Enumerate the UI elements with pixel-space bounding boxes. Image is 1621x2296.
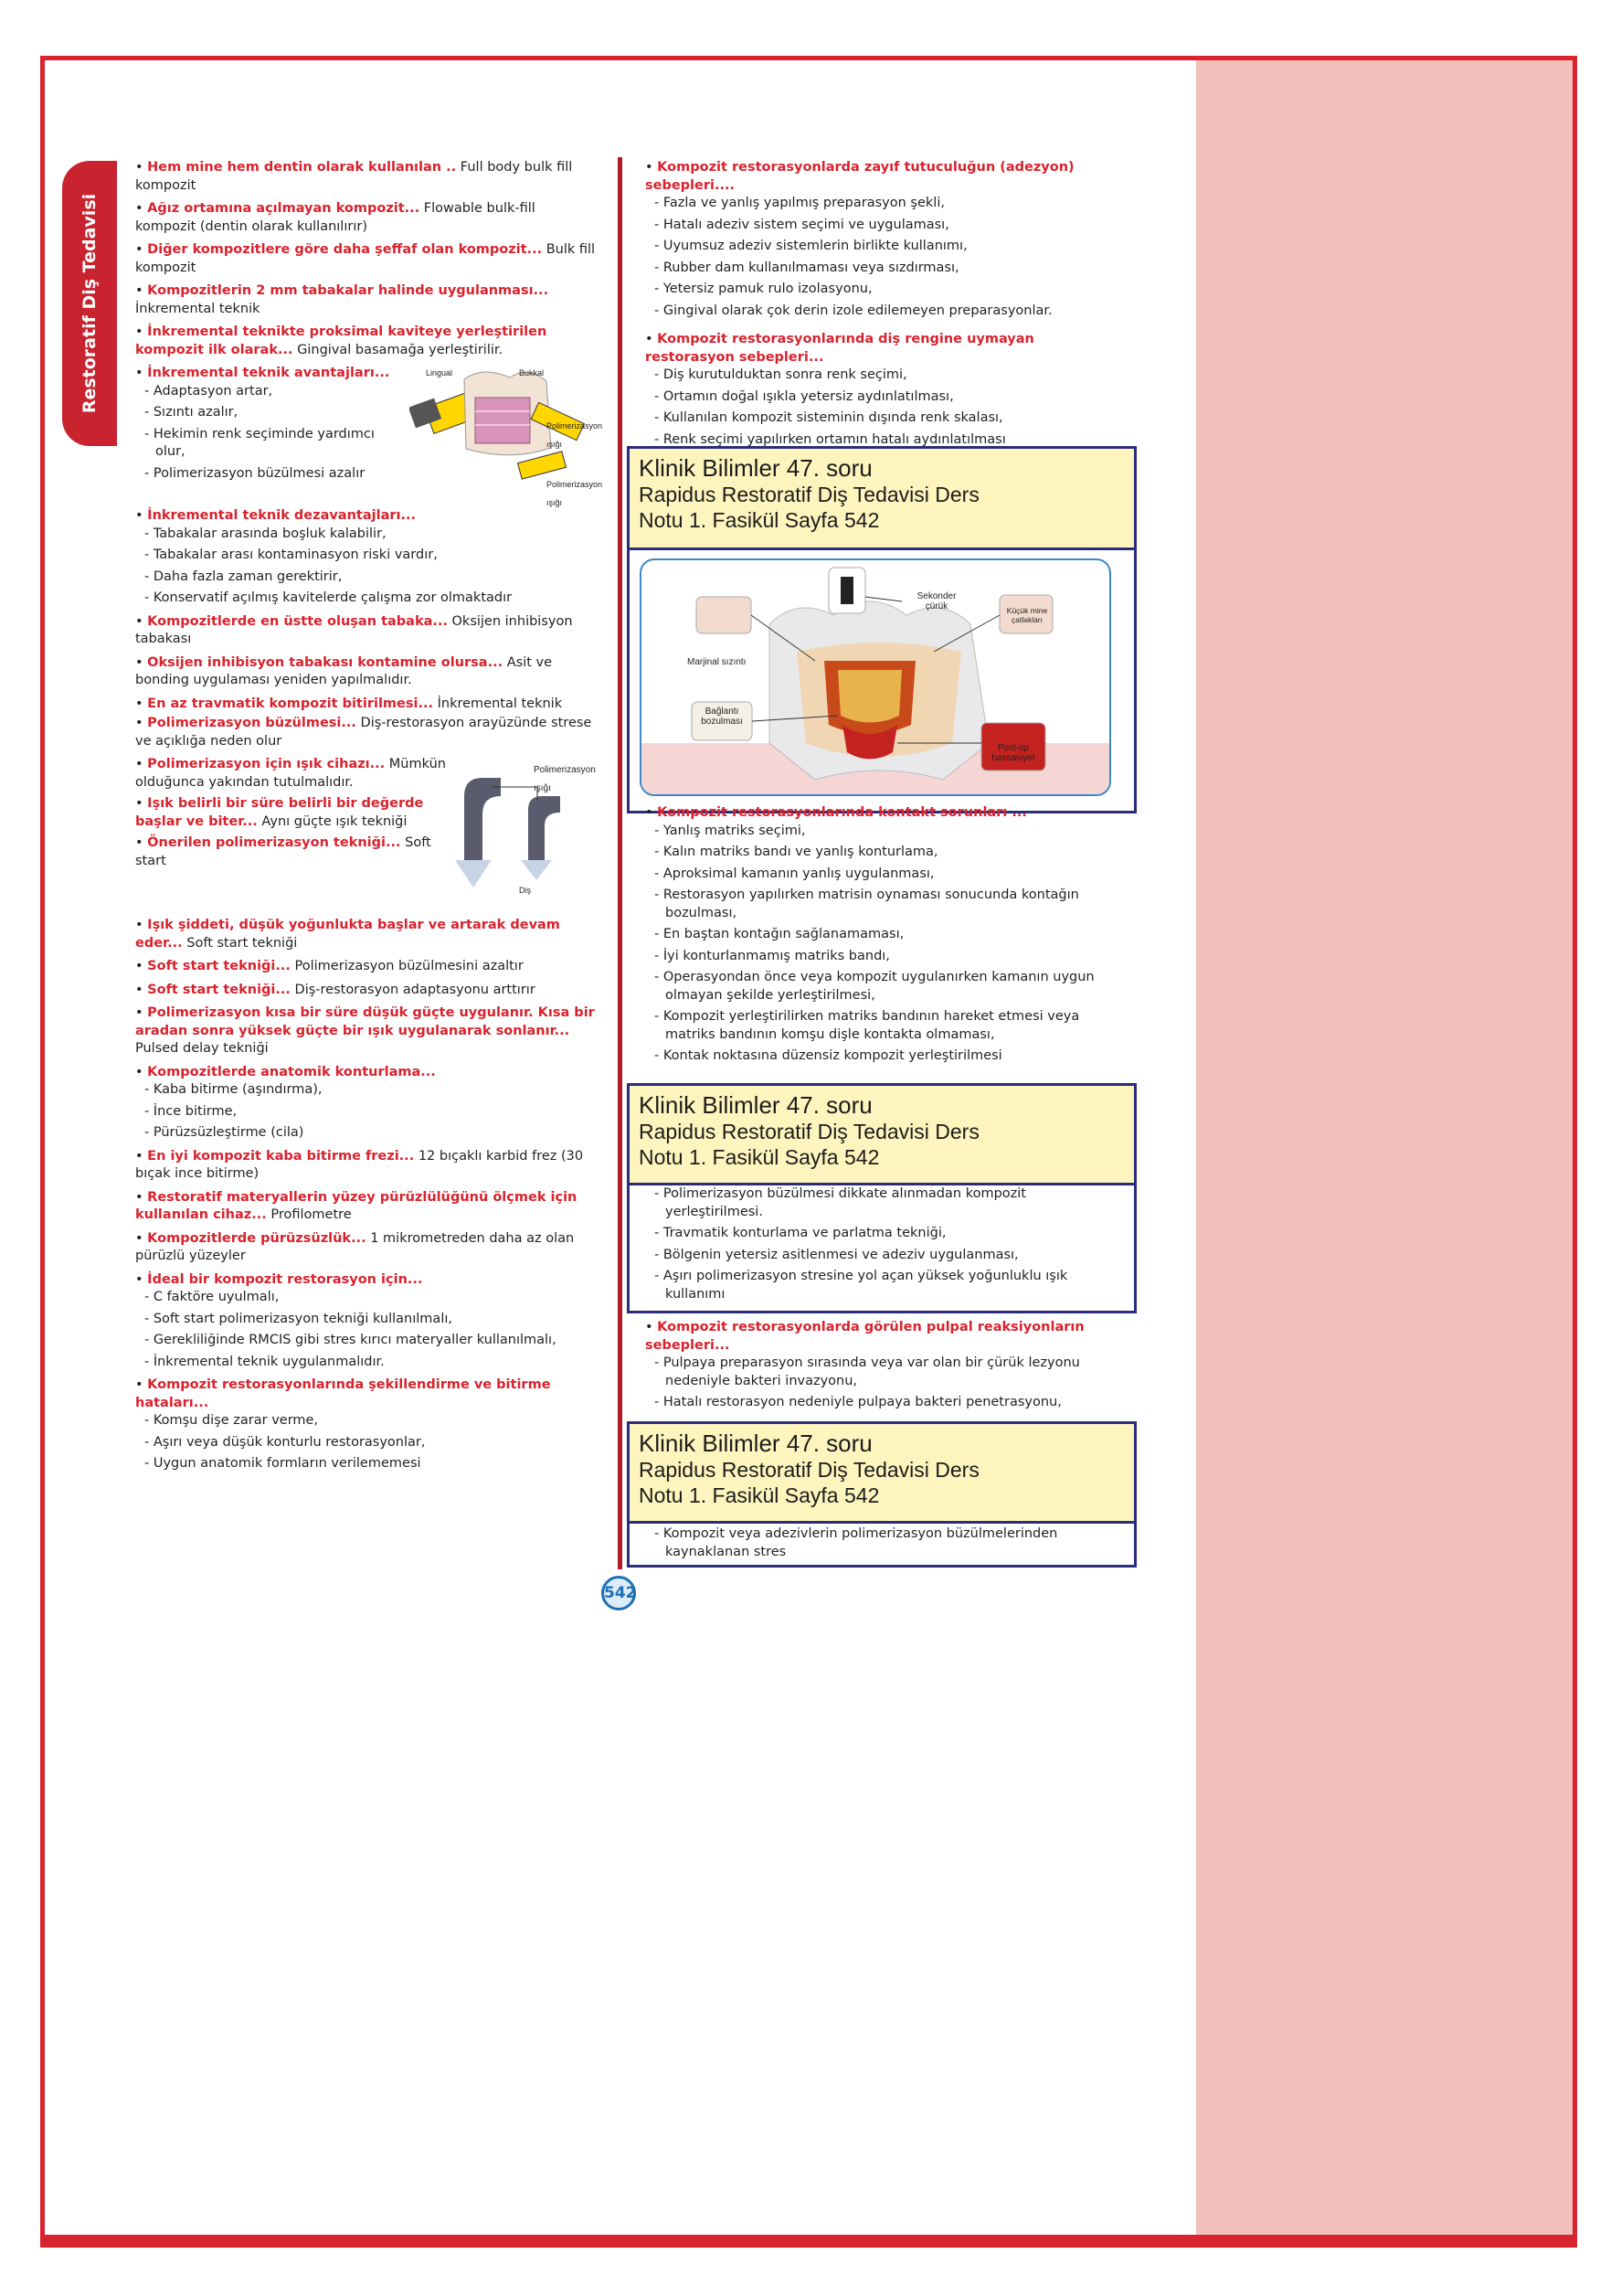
list-item: • Işık şiddeti, düşük yoğunlukta başlar ve artarak devam eder... Soft start tekniği xyxy=(135,918,560,951)
list-item: • İnkremental teknikte proksimal kaviteye yerleştirilen kompozit ilk olarak... Gingival basamağa yerleştirilir. xyxy=(135,324,547,357)
incremental-figure: Lingual Bukkal Polimerizasyon ışığı Polimerizasyon ışığı xyxy=(409,361,601,498)
list-item: • Polimerizasyon kısa bir süre düşük güçte uygulanır. Kısa bir aradan sonra yüksek güçte bir ışık uygulanarak sonlanır... Pulsed delay tekniği xyxy=(135,1005,595,1056)
source-note-2: Klinik Bilimler 47. soru Rapidus Restoratif Diş Tedavisi Ders Notu 1. Fasikül Sayfa 542 xyxy=(627,1083,1137,1185)
soft-start-figure: Polimerizasyon ışığı Diş xyxy=(455,760,601,897)
margin-panel xyxy=(1196,60,1573,2235)
column-divider xyxy=(618,157,622,1569)
incremental-disadvantages: • İnkremental teknik dezavantajları... - Tabakalar arasında boşluk kalabilir, - Tabakalar arası kontaminasyon riski vardır, - Daha fazla zaman gerektirir, - Konservatif açılmış kavitelerde çalışma zor olmaktadır xyxy=(135,508,513,605)
light-section: • Polimerizasyon için ışık cihazı... Mümkün olduğunca yakından tutulmalıdır. • Işık belirli bir süre belirli bir değerde başlar ve biter... Aynı güçte ışık tekniği • Önerilen polimerizasyon tekniği... Soft start Polimerizasyon ışığı Diş xyxy=(135,756,599,911)
right-pulpal-reactions: • Kompozit restorasyonlarda görülen pulpal reaksiyonların sebepleri... - Pulpaya preparasyon sırasında veya var olan bir çürük lezyonu nedeniyle bakteri invazyonu, - Hatalı restorasyon nedeniyle pulpaya bakteri penetrasyonu, xyxy=(645,1320,1085,1409)
list-item: • Kompozitlerde pürüzsüzlük... 1 mikrometreden daha az olan pürüzlü yüzeyler xyxy=(135,1230,575,1263)
list-item: • Diğer kompozitlere göre daha şeffaf olan kompozit... Bulk fill kompozit xyxy=(135,242,596,275)
right-stress-note: - Kompozit veya adezivlerin polimerizasyon büzülmelerinden kaynaklanan stres xyxy=(654,1526,1058,1559)
list-item: • Oksijen inhibisyon tabakası kontamine olursa... Asit ve bonding uygulaması yeniden yapılmalıdır. xyxy=(135,654,553,687)
list-item: • Kompozitlerin 2 mm tabakalar halinde uygulanması... İnkremental teknik xyxy=(135,283,549,316)
source-note-3: Klinik Bilimler 47. soru Rapidus Restoratif Diş Tedavisi Ders Notu 1. Fasikül Sayfa 542 xyxy=(627,1421,1137,1524)
list-item: • Kompozitlerde en üstte oluşan tabaka... Oksijen inhibisyon tabakası xyxy=(135,613,573,646)
chapter-tab: Restoratif Diş Tedavisi xyxy=(62,161,117,446)
left-column xyxy=(135,159,603,1479)
restoration-failure-diagram: Sekonder çürük Küçük mine çatlakları Marjinal sızıntı Bağlantı bozulması Post-op hassasiyet xyxy=(640,558,1111,796)
anatomic-contouring: • Kompozitlerde anatomik konturlama... - Kaba bitirme (aşındırma), - İnce bitirme, - Pürüzsüzleştirme (cila) xyxy=(135,1064,436,1140)
list-item: • Soft start tekniği... Polimerizasyon büzülmesini azaltır xyxy=(135,959,524,973)
list-item: • Restoratif materyallerin yüzey pürüzlülüğünü ölçmek için kullanılan cihaz... Profilometre xyxy=(135,1189,577,1222)
list-item: • Soft start tekniği... Diş-restorasyon adaptasyonu arttırır xyxy=(135,982,535,997)
source-note-1: Klinik Bilimler 47. soru Rapidus Restoratif Diş Tedavisi Ders Notu 1. Fasikül Sayfa 542 xyxy=(627,446,1137,550)
page-number: 542 xyxy=(601,1576,636,1610)
list-item: • Hem mine hem dentin olarak kullanılan .. Full body bulk fill kompozit xyxy=(135,160,573,193)
right-color-mismatch: • Kompozit restorasyonlarında diş rengine uymayan restorasyon sebepleri... - Diş kurutulduktan sonra renk seçimi, - Ortamın doğal ışıkla yetersiz aydınlatılması, - Kullanılan kompozit sisteminin dışında renk skalası, - Renk seçimi yapılırken ortamın hatalı aydınlatılması xyxy=(645,332,1034,447)
right-contact-problems: • Kompozit restorasyonlarında kontakt sorunları ... - Yanlış matriks seçimi, - Kalın matriks bandı ve yanlış konturlama, - Aproksimal kamanın yanlış uygulanması, - Restorasyon yapılırken matrisin oynaması sonucunda kontağın bozulması, - En baştan kontağın sağlanamaması, - İyi konturlanmamış matriks bandı, - Operasyondan önce veya kompozit uygulanırken kamanın uygun olmayan şekilde yerleştirilmesi, - Kompozit yerleştirilirken matriks bandının hareket etmesi veya matriks bandının komşu dişle kontakta olmaması, - Kontak noktasına düzensiz kompozit yerleştirilmesi xyxy=(645,805,1095,1063)
incremental-advantages: • İnkremental teknik avantajları... - Adaptasyon artar, - Sızıntı azalır, - Hekimin renk seçiminde yardımcı olur, - Polimerizasyon büzülmesi azalır Lingual Bukkal Polimerizasyon ışığı Polimerizasyon ışığı xyxy=(135,365,599,502)
list-item: • En iyi kompozit kaba bitirme frezi... 12 bıçaklı karbid frez (30 bıçak ince bitirme) xyxy=(135,1148,584,1181)
list-item: • Polimerizasyon büzülmesi... Diş-restorasyon arayüzünde strese ve açıklığa neden olur xyxy=(135,716,592,749)
right-stress-items: - Polimerizasyon büzülmesi dikkate alınmadan kompozit yerleştirilmesi. - Travmatik konturlama ve parlatma tekniği, - Bölgenin yetersiz asitlenmesi ve adeziv uygulanması, - Aşırı polimerizasyon stresine yol açan yüksek yoğunluklu ışık kullanımı xyxy=(654,1186,1068,1302)
list-item: • En az travmatik kompozit bitirilmesi... İnkremental teknik xyxy=(135,696,563,711)
bottom-bar xyxy=(40,2235,1577,2248)
finishing-errors: • Kompozit restorasyonlarında şekillendirme ve bitirme hataları... - Komşu dişe zarar verme, - Aşırı veya düşük konturlu restorasyonlar, - Uygun anatomik formların verilememesi xyxy=(135,1377,551,1471)
list-item: • Ağız ortamına açılmayan kompozit... Flowable bulk-fill kompozit (dentin olarak kullanılırır) xyxy=(135,201,535,234)
ideal-restoration: • İdeal bir kompozit restorasyon için... - C faktöre uyulmalı, - Soft start polimerizasyon tekniği kullanılmalı, - Gerekliliğinde RMCIS gibi stres kırıcı materyaller kullanılmalı, - İnkremental teknik uygulanmalıdır. xyxy=(135,1271,556,1369)
right-adhesion: • Kompozit restorasyonlarda zayıf tutuculuğun (adezyon) sebepleri.... - Fazla ve yanlış yapılmış preparasyon şekli, - Hatalı adeziv sistem seçimi ve uygulaması, - Uyumsuz adeziv sistemlerin birlikte kullanımı, - Rubber dam kullanılmaması veya sızdırması, - Yetersiz pamuk rulo izolasyonu, - Gingival olarak çok derin izole edilemeyen preparasyonlar. xyxy=(645,160,1075,318)
